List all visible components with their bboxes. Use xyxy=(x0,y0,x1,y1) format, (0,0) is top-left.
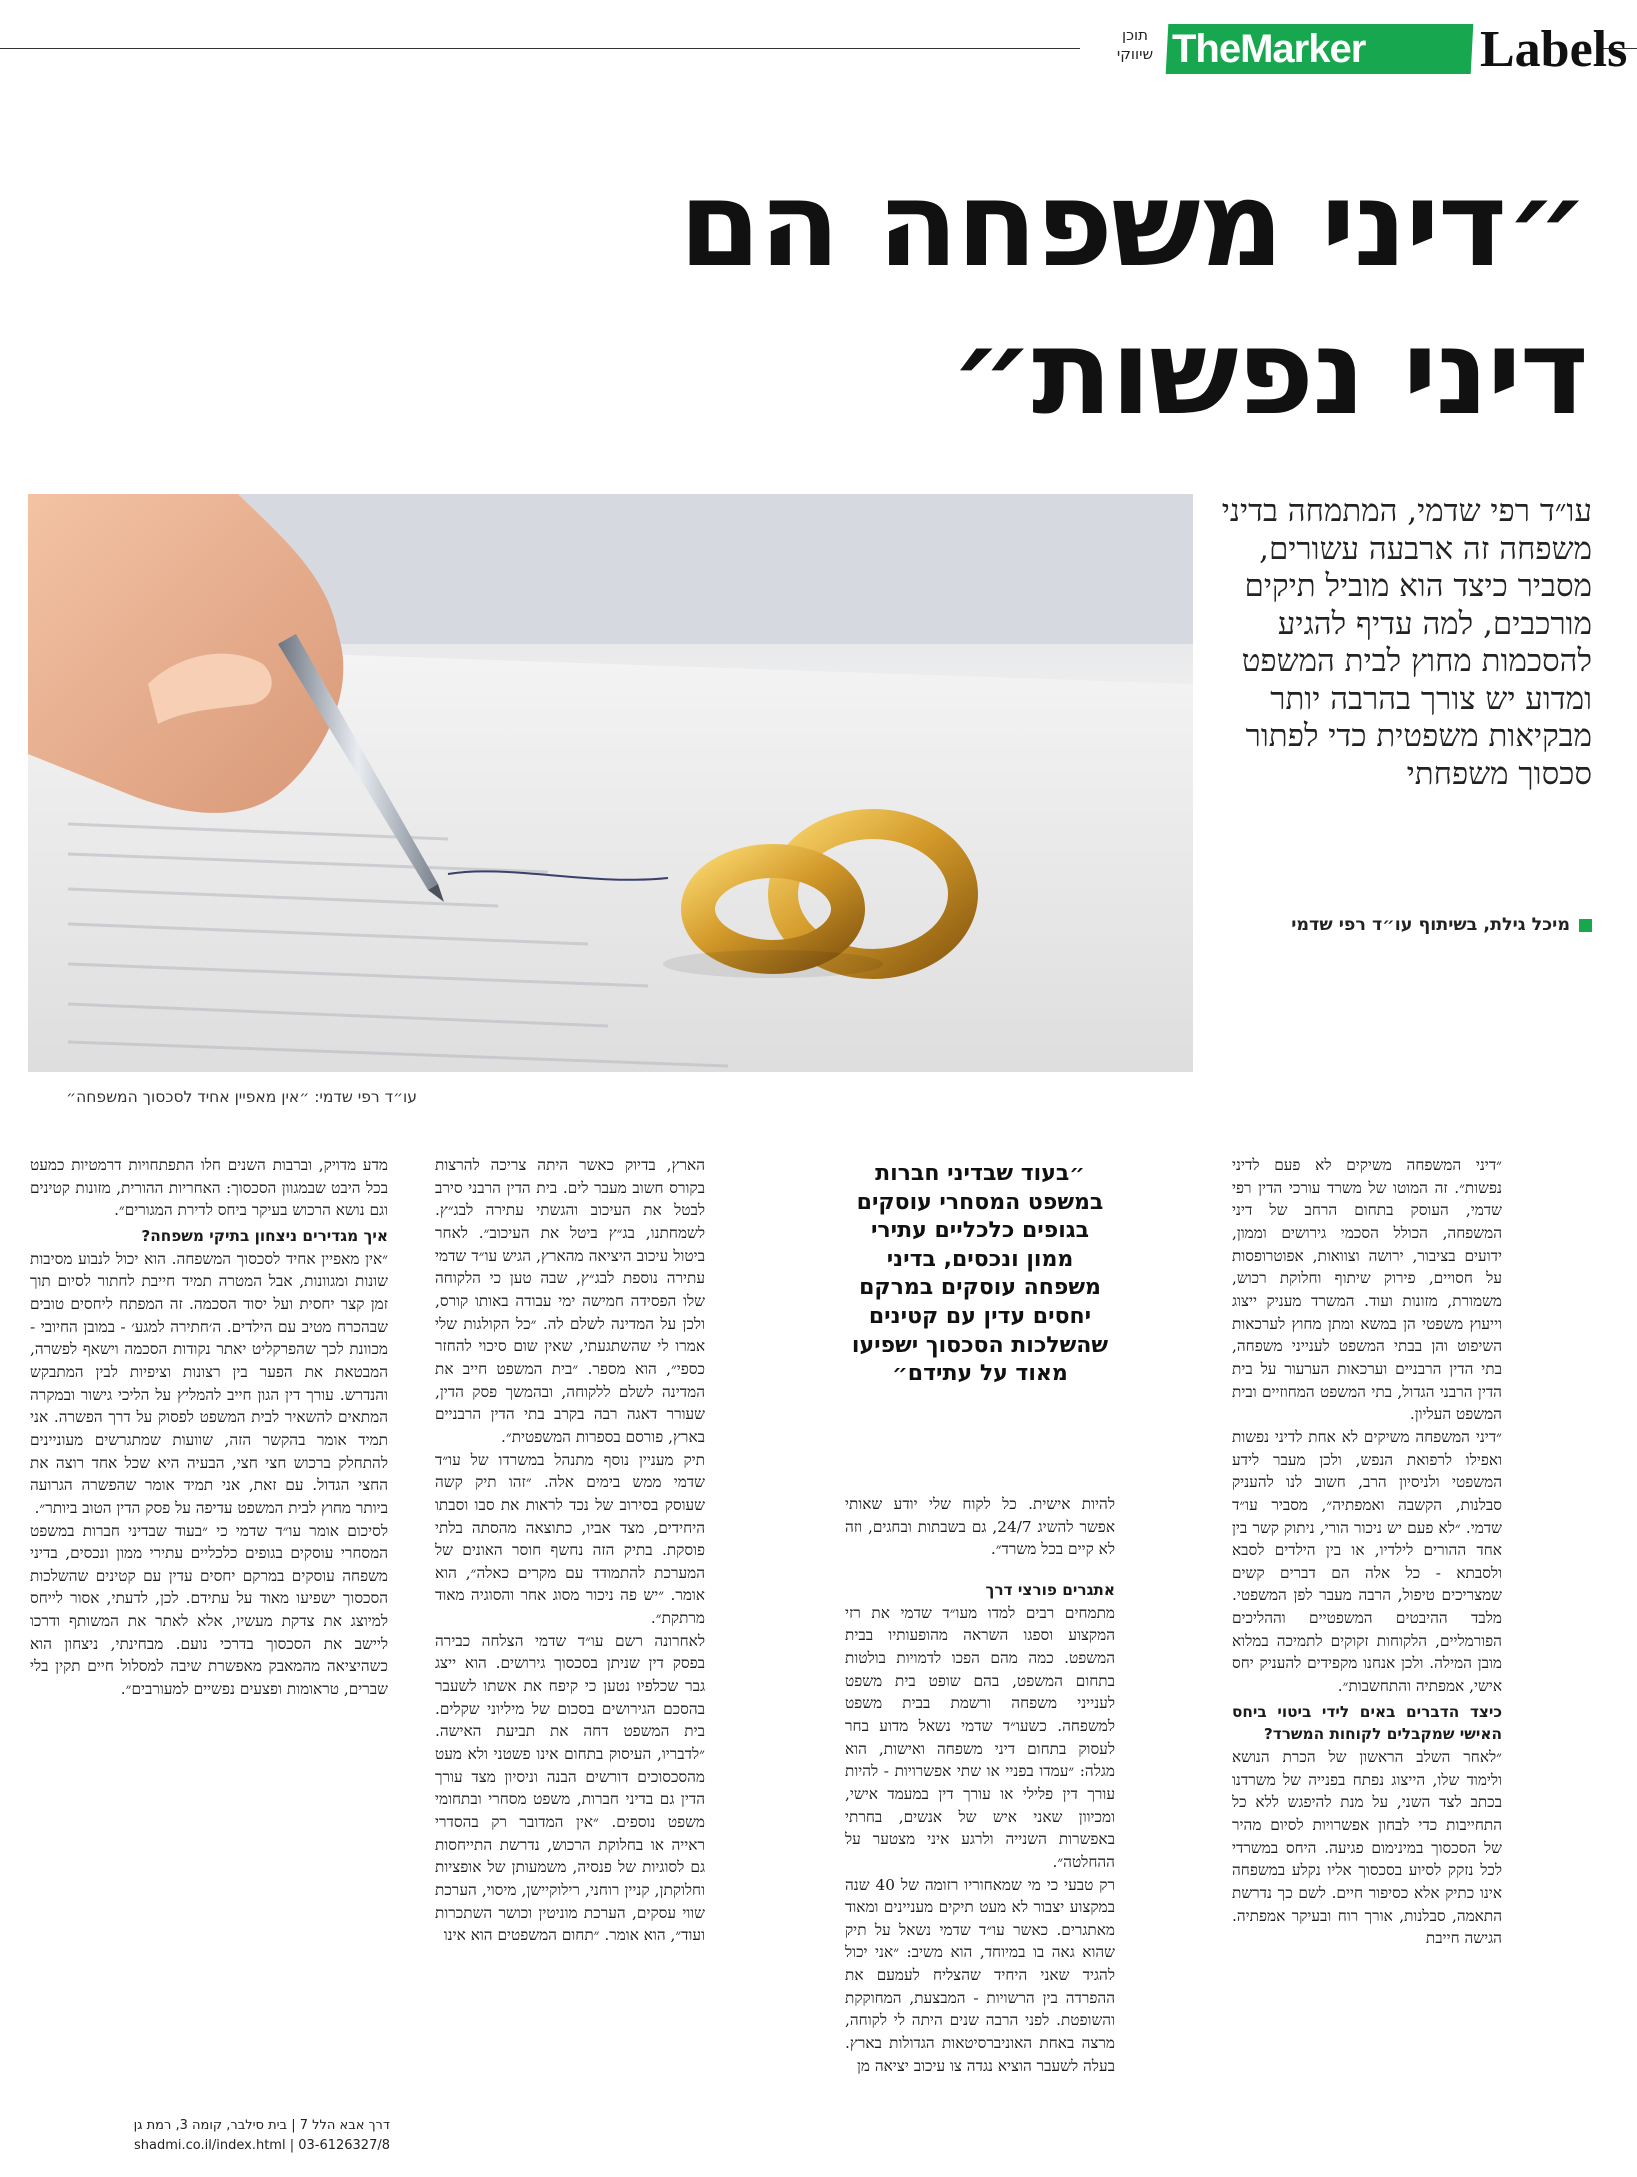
footer-contact xyxy=(30,2116,390,2156)
body-column-2 xyxy=(845,1493,1115,2077)
col3-paragraph-2: תיק מעניין נוסף מתנהל במשרדו של עו״ד שדמי ממש בימים אלה. ״זהו תיק קשה שעוסק בסירוב של נכד לראות את סבו וסבתו היחידים, מצד אביו, כתוצאה מהסתה בלתי פוסקת. בתיק הזה נחשף חוסר האונים של המערכת להתמודד עם מקרים כאלה״, הוא אומר. ״יש פה ניכור מסוג אחר והסוגיה מאוד מרתקת״. xyxy=(435,1450,705,1628)
sponsored-line2: שיווקי xyxy=(1116,45,1154,63)
lead-paragraph: עו״ד רפי שדמי, המתמחה בדיני משפחה זה ארבעה עשורים, מסביר כיצד הוא מוביל תיקים מורכבים, למה עדיף להגיע להסכמות מחוץ לבית המשפט ומדוע יש צורך בהרבה יותר מבקיאות משפטית כדי לפתור סכסוך משפחתי xyxy=(1221,493,1592,792)
sponsored-line1: תוכן xyxy=(1122,26,1148,44)
image-caption: עו״ד רפי שדמי: ״אין מאפיין אחיד לסכסוך המשפחה״ xyxy=(66,1088,417,1106)
col4-paragraph-1: מדע מדויק, וברבות השנים חלו התפתחויות דרמטיות כמעט בכל היבט שבמגוון הסכסוך: האחריות ההורית, מזונות קטינים וגם נושא הרכוש בעיקר ביחס לדירת המגורים״. xyxy=(30,1156,388,1220)
footer-website-phone[interactable]: shadmi.co.il/index.html | 03-6126327/8 xyxy=(134,2138,390,2153)
brand-marker-text: TheMarker xyxy=(1172,27,1366,71)
col3-paragraph-3: לאחרונה רשם עו״ד שדמי הצלחה כבירה בפסק דין שניתן בסכסוך גירושים. הוא ייצג גבר שכלפיו נטען כי קיפח את אשתו לשעבר בהסכם הגירושים בסכום של מיליוני שקלים. בית המשפט דחה את תביעת האישה. ״לדבריו, העיסוק בתחום אינו פשטני ולא מעט מהסכסוכים דורשים הבנה וניסיון מצד עורך הדין גם בדיני חברות, משפט מסחרי ובתחומי משפט נוספים. ״אין המדובר רק בהסדרי ראייה או בחלוקת הרכוש, נדרשת התייחסות גם לסוגיות של פנסיה, משמעותן של אופציות וחלוקתן, קניין רוחני, רילוקיישן, מיסוי, הערכת שווי עסקים, הערכת מוניטין וכושר השתכרות ועוד״, הוא אומר. ״תחום המשפטים הוא אינו xyxy=(435,1631,705,1945)
headline-line-1: ״דיני משפחה הם xyxy=(678,155,1587,293)
byline-text: מיכל גילת, בשיתוף עו״ד רפי שדמי xyxy=(1291,915,1570,935)
col1-paragraph-2: ״דיני המשפחה משיקים לא אחת לדיני נפשות ואפילו לרפואת הנפש, ולכן מעבר לידע המשפטי ולניסיון הרב, חשוב לנו להעניק סבלנות, הקשבה ואמפתיה״, מסביר עו״ד שדמי. ״לא פעם יש ניכור הורי, ניתוק קשר בין אחד ההורים לילדיו, או בין הילדים לסבא ולסבתא - כל אלה הם דברים קשים שמצריכים טיפול, הרבה מעבר לפן המשפטי. מלבד ההיבטים המשפטיים וההליכים הפורמליים, הלקוחות זקוקים לתמיכה במלוא מובן המילה. ולכן אנחנו מקפידים להעניק יחס אישי, אמפתיה והתחשבות״. xyxy=(1232,1427,1502,1696)
col4-subhead: איך מגדירים ניצחון בתיקי משפחה? xyxy=(141,1226,388,1245)
header-rule-left xyxy=(0,48,1080,49)
col2-paragraph-2: מתמחים רבים למדו מעו״ד שדמי את רזי המקצוע וספגו השראה מהופעותיו בבית המשפט. כמה מהם הפכו לדמויות בולטות בתחום המשפט, בהם שופט בית משפט לענייני משפחה ורשמת בבית משפט למשפחה. כשעו״ד שדמי נשאל מדוע בחר לעסוק בתחום דיני משפחה ואישות, הוא מגלה: ״עמדו בפניי או שתי אפשרויות - להיות עורך דין פלילי או עורך דין במעמד אישי, ומכיוון שאני איש של אנשים, בחרתי באפשרות השנייה ולרגע איני מצטער על ההחלטה״. xyxy=(845,1603,1115,1871)
body-column-4 xyxy=(30,1154,388,1701)
byline xyxy=(1187,915,1592,935)
col3-paragraph-1: הארץ, בדיוק כאשר היתה צריכה להרצות בקורס חשוב מעבר לים. בית הדין הרבני סירב לבטל את העיכוב והגשתי עתירה לבג״ץ. לשמחתנו, בג״ץ ביטל את העיכוב״. לאחר ביטול עיכוב היציאה מהארץ, הגיש עו״ד שדמי עתירה נוספת לבג״ץ, שבה טען כי הלקוחה שלו הפסידה חמישה ימי עבודה באותו קורס, ולכן על המדינה לשלם לה. ״כל הקולגות שלי אמרו לי שהשתגעתי, שאין שום סיכוי להחזר כספי״, הוא מספר. ״בית המשפט חייב את המדינה לשלם ללקוחה, ובהמשך פסק הדין, שעורר דאגה רבה בקרב בתי הדין הרבניים בארץ, פורסם בספרות המשפטית״. xyxy=(435,1156,705,1446)
sponsored-label xyxy=(1110,26,1160,64)
byline-square-icon xyxy=(1579,919,1592,932)
col2-paragraph-3: רק טבעי כי מי שמאחוריו רזומה של 40 שנה במקצוע יצבור לא מעט תיקים מעניינים ומאוד מאתגרים. כאשר עו״ד שדמי נשאל על תיק שהוא גאה בו במיוחד, הוא משיב: ״אני יכול להגיד שאני היחיד שהצליח לעמעם את ההפרדה בין הרשויות - המבצעת, המחוקקת והשופטת. לפני הרבה שנים היתה לי לקוחה, מרצה באחת האוניברסיטאות הגדולות בארץ. בעלה לשעבר הוציא נגדה צו עיכוב יציאה מן xyxy=(845,1875,1115,2075)
col1-paragraph-3: ״לאחר השלב הראשון של הכרת הנושא ולימוד שלו, הייצוג נפתח בפנייה של משרדנו בכתב לצד השני, על מנת להיפגש ללא כל התחייבות כדי לבחון אפשרויות לסיום מהיר של הסכסוך במינימום פגיעה. היחס במשרדי לכל נזקק לסיוע בסכסוך אליו נקלע במשפחה אינו כתיק אלא כסיפור חיים. לשם כך נדרשת התאמה, סבלנות, אורך רוח ובעיקר אמפתיה. הגישה חייבת xyxy=(1232,1748,1502,1948)
ring-shadow xyxy=(663,950,883,978)
body-column-3 xyxy=(435,1154,705,1947)
col1-subhead: כיצד הדברים באים לידי ביטוי ביחס האישי שמקבלים לקוחות המשרד? xyxy=(1232,1702,1502,1744)
footer-address: דרך אבא הלל 7 | בית סילבר, קומה 3, רמת גן xyxy=(133,2118,390,2133)
col2-subhead: אתגרים פורצי דרך xyxy=(985,1580,1115,1599)
pull-quote: ״בעוד שבדיני חברות במשפט המסחרי עוסקים בגופים כלכליים עתירי ממון ונכסים, בדיני משפחה עוסקים במרקם יחסים עדין עם קטינים שהשלכות הסכסוך ישפיעו מאוד על עתידם״ xyxy=(851,1161,1109,1387)
body-column-1 xyxy=(1232,1154,1502,1950)
headline xyxy=(87,150,1587,446)
brand-labels-text: Labels xyxy=(1480,21,1628,78)
col4-paragraph-2: ״אין מאפיין אחיד לסכסוך המשפחה. הוא יכול לנבוע מסיבות שונות ומגוונות, אבל המטרה תמיד חייבת לחתור לסיום תוך זמן קצר יחסית ועל יסוד הסכמה. זה המפתח ליחסים טובים שבהכרח מטיב עם הילדים. ה׳חתירה למגע׳ - במובן החיובי - מכוונת לכך שהפרקליט יאתר נקודות הסכמה וישאף לפשרה, המבטאת את הפער בין רצונות וציפיות לבין המתבקש והנדרש. עורך דין הגון חייב להמליץ על הליכי גישור ובמקרה המתאים להשאיר לבית המשפט לפסוק על דרך הפשרה. אני תמיד אומר בהקשר הזה, שוועות שמתגרשים מעוניינים להתחלק ברכוש חצי חצי, הבעיה היא שכל אחד רוצה את החצי הגדול. עם זאת, אני תמיד אומר שהפשרה הגרועה ביותר מחוץ לבית המשפט עדיפה על פסק הדין הטוב ביותר״. xyxy=(30,1249,388,1517)
col2-paragraph-1: להיות אישית. כל לקוח שלי יודע שאותי אפשר להשיג 24/7, גם בשבתות ובחגים, וזה לא קיים בכל משרד״. xyxy=(845,1495,1115,1559)
headline-line-2: דיני נפשות״ xyxy=(950,303,1587,441)
hero-photo xyxy=(28,494,1193,1072)
col4-paragraph-3: לסיכום אומר עו״ד שדמי כי ״בעוד שבדיני חברות במשפט המסחרי עוסקים בגופים כלכליים עתירי ממון ונכסים, בדיני משפחה עוסקים במרקם יחסים עדין עם קטינים שהשלכות הסכסוך ישפיעו מאוד על עתידם. לכן, לדעתי, אסור לייחס למיוצג את צדקת מעשיו, אלא לאתר את המשותף ודרכו ליישב את הסכסוך בדרכי נועם. מבחינתי, ניצחון הוא כשהיציאה מהמאבק מאפשרת שיבה למסלול חיים תקין בלי שברים, טראומות ופצעים נפשיים למעורבים״. xyxy=(30,1521,388,1699)
hero-illustration xyxy=(28,494,1193,1072)
header-logo xyxy=(1110,18,1628,78)
col1-paragraph-1: ״דיני המשפחה משיקים לא פעם לדיני נפשות״. זה המוטו של משרד עורכי הדין רפי שדמי, העוסק בתחום הרחב של דיני המשפחה, הכולל הסכמי גירושים וממון, ידועים בציבור, ירושה וצוואות, אפוטרופסות על חסויים, פירוק שיתוף וחלוקת רכוש, משמורת, מזונות ועוד. המשרד מעניק ייצוג וייעוץ משפטי הן במשא ומתן מחוץ לערכאות השיפוט והן בבתי המשפט לענייני משפחה, בתי הדין הרבניים וערכאות הערעור על בית הדין הרבני הגדול, בתי המשפט המחוזיים ובית המשפט העליון. xyxy=(1232,1156,1502,1424)
